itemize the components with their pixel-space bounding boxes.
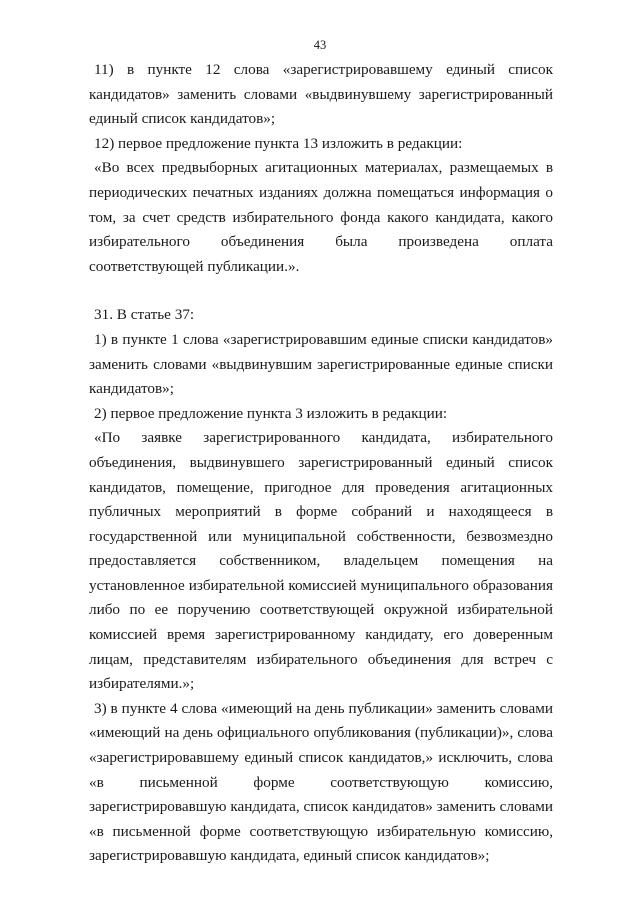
page-number: 43 xyxy=(313,38,327,52)
paragraph-p3: 3) в пункте 4 слова «имеющий на день публикации» заменить словами «имеющий на день официального опубликования (публикации)», слова «зарегистрировавшему единый список кандидатов,» исключить, слова «в письменной форме соответствующую комиссию, зарегистрировавшую кандидата, список кандидатов» заменить словами «в письменной форме соответствующую избирательную комиссию, зарегистрировавшую кандидата, единый список кандидатов»; xyxy=(89,699,553,865)
paragraph-p12: 12) первое предложение пункта 13 изложить в редакции: xyxy=(94,134,463,152)
paragraph-p12q: «Во всех предвыборных агитационных материалах, размещаемых в периодических печатных изданиях должна помещаться информация о том, за счет средств избирательного фонда какого кандидата, какого избирательного объединения была произведена оплата соответствующей публикации.». xyxy=(89,159,553,275)
paragraph-p1: 1) в пункте 1 слова «зарегистрировавшим единые списки кандидатов» заменить словами «выдвинувшим зарегистрированные единые списки кандидатов»; xyxy=(89,330,553,398)
paragraph-p2: 2) первое предложение пункта 3 изложить в редакции: xyxy=(94,404,448,422)
paragraph-p2q: «По заявке зарегистрированного кандидата, избирательного объединения, выдвинувшего зарегистрированный единый список кандидатов, помещение, пригодное для проведения агитационных публичных мероприятий в форме собраний и находящееся в государственной или муниципальной собственности, безвозмездно предоставляется собственником, владельцем помещения на установленное избирательной комиссией муниципального образования либо по ее поручению соответствующей окружной избирательной комиссией время зарегистрированному кандидату, его доверенным лицам, представителям избирательного объединения для встреч с избирателями.»; xyxy=(89,429,553,693)
paragraph-p11: 11) в пункте 12 слова «зарегистрировавшему единый список кандидатов» заменить словами «выдвинувшему зарегистрированный единый список кандидатов»; xyxy=(89,61,553,128)
paragraph-gap xyxy=(89,279,553,303)
document-body xyxy=(89,58,553,869)
paragraph-s31: 31. В статье 37: xyxy=(94,306,195,324)
